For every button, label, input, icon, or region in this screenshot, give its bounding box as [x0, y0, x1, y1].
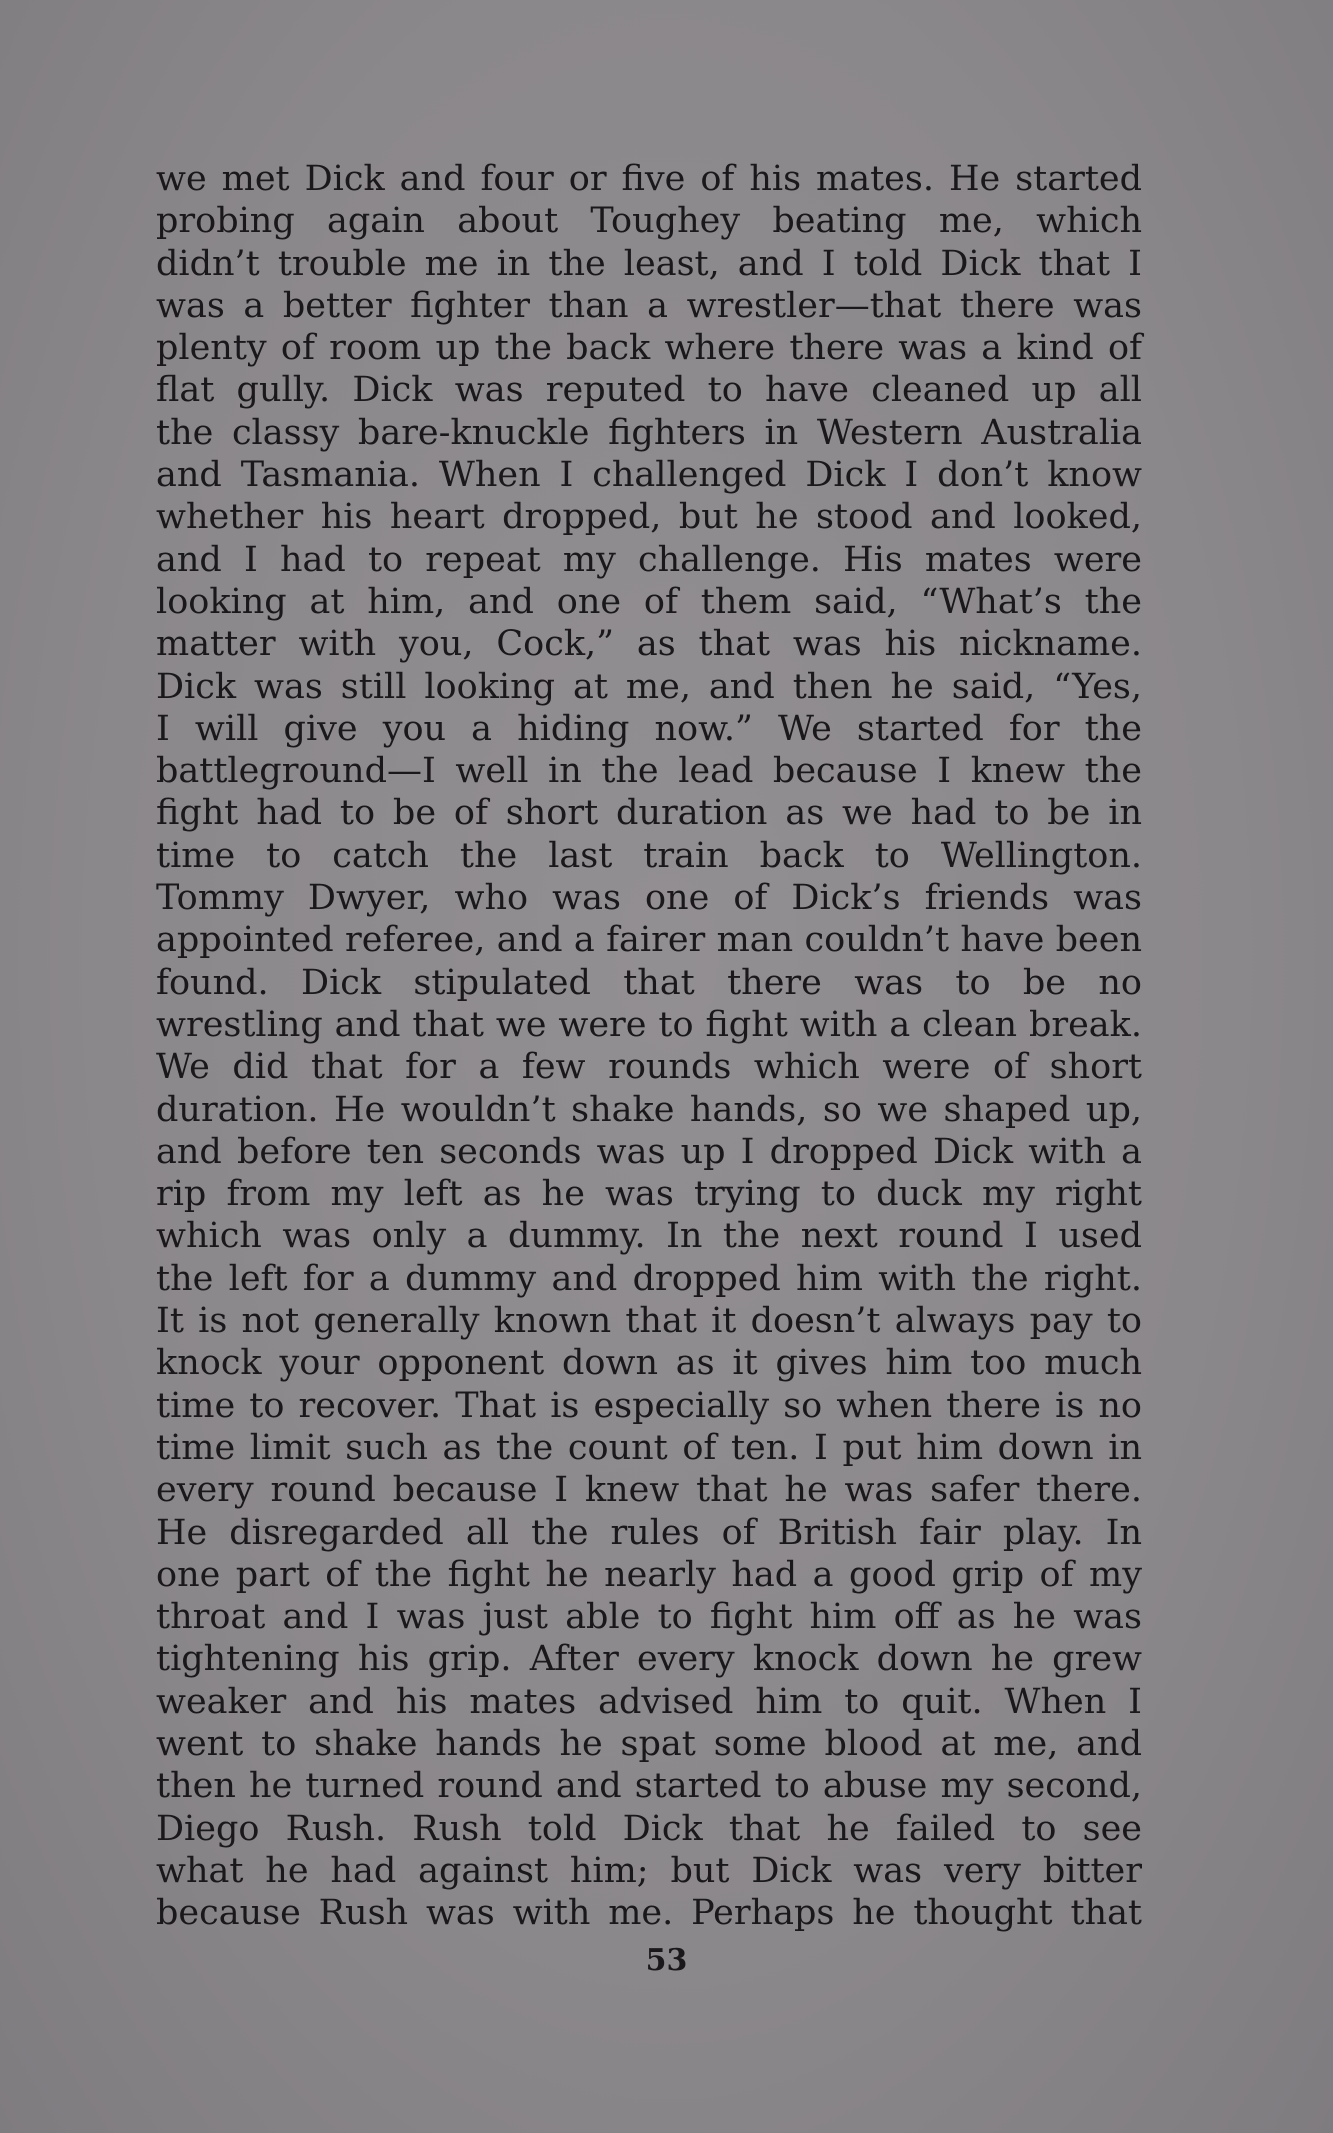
text-line: because Rush was with me. Perhaps he thought that	[156, 1893, 1142, 1934]
text-line: I will give you a hiding now.” We started for the	[156, 708, 1142, 749]
text-line: went to shake hands he spat some blood at me, and	[156, 1723, 1142, 1764]
text-line: battleground—I well in the lead because I knew the	[156, 751, 1142, 792]
text-line: time limit such as the count of ten. I put him down in	[156, 1427, 1142, 1468]
text-line: time to catch the last train back to Wellington.	[156, 835, 1142, 876]
text-line: the classy bare-knuckle fighters in Western Australia	[156, 412, 1142, 453]
text-line: probing again about Toughey beating me, which	[156, 201, 1142, 242]
text-line: He disregarded all the rules of British fair play. In	[156, 1512, 1142, 1553]
text-line: and Tasmania. When I challenged Dick I don’t know	[156, 455, 1142, 496]
text-line: which was only a dummy. In the next round I used	[156, 1216, 1142, 1257]
text-line: plenty of room up the back where there was a kind of	[156, 328, 1142, 369]
text-line: Tommy Dwyer, who was one of Dick’s friends was	[156, 878, 1142, 919]
text-line: Diego Rush. Rush told Dick that he failed to see	[156, 1808, 1142, 1849]
text-line: rip from my left as he was trying to duck my right	[156, 1174, 1142, 1215]
text-line: tightening his grip. After every knock down he grew	[156, 1639, 1142, 1680]
text-line: knock your opponent down as it gives him too much	[156, 1343, 1142, 1384]
text-line: It is not generally known that it doesn’t always pay to	[156, 1301, 1142, 1342]
text-line: throat and I was just able to fight him off as he was	[156, 1597, 1142, 1638]
text-line: every round because I knew that he was safer there.	[156, 1470, 1142, 1511]
text-line: the left for a dummy and dropped him with the right.	[156, 1258, 1142, 1299]
text-line: matter with you, Cock,” as that was his nickname.	[156, 624, 1142, 665]
text-line: whether his heart dropped, but he stood and looked,	[156, 497, 1142, 538]
text-line: and before ten seconds was up I dropped Dick with a	[156, 1131, 1142, 1172]
text-line: what he had against him; but Dick was very bitter	[156, 1850, 1142, 1891]
text-line: then he turned round and started to abuse my second,	[156, 1766, 1142, 1807]
text-line: time to recover. That is especially so when there is no	[156, 1385, 1142, 1426]
text-line: was a better fighter than a wrestler—that there was	[156, 285, 1142, 326]
text-line: appointed referee, and a fairer man couldn’t have been	[156, 920, 1142, 961]
text-line: We did that for a few rounds which were of short	[156, 1047, 1142, 1088]
text-line: one part of the fight he nearly had a good grip of my	[156, 1554, 1142, 1595]
text-line: found. Dick stipulated that there was to be no	[156, 962, 1142, 1003]
text-line: Dick was still looking at me, and then he said, “Yes,	[156, 666, 1142, 707]
page-number: 53	[645, 1943, 688, 1978]
text-line: flat gully. Dick was reputed to have cleaned up all	[156, 370, 1142, 411]
text-line: and I had to repeat my challenge. His mates were	[156, 539, 1142, 580]
text-line: weaker and his mates advised him to quit. When I	[156, 1681, 1142, 1722]
text-line: fight had to be of short duration as we had to be in	[156, 793, 1142, 834]
text-line: wrestling and that we were to fight with a clean break.	[156, 1004, 1142, 1045]
body-text	[156, 158, 1142, 1934]
text-line: looking at him, and one of them said, “What’s the	[156, 581, 1142, 622]
text-line: didn’t trouble me in the least, and I told Dick that I	[156, 243, 1142, 284]
text-line: we met Dick and four or five of his mates. He started	[156, 159, 1142, 199]
text-line: duration. He wouldn’t shake hands, so we shaped up,	[156, 1089, 1142, 1130]
